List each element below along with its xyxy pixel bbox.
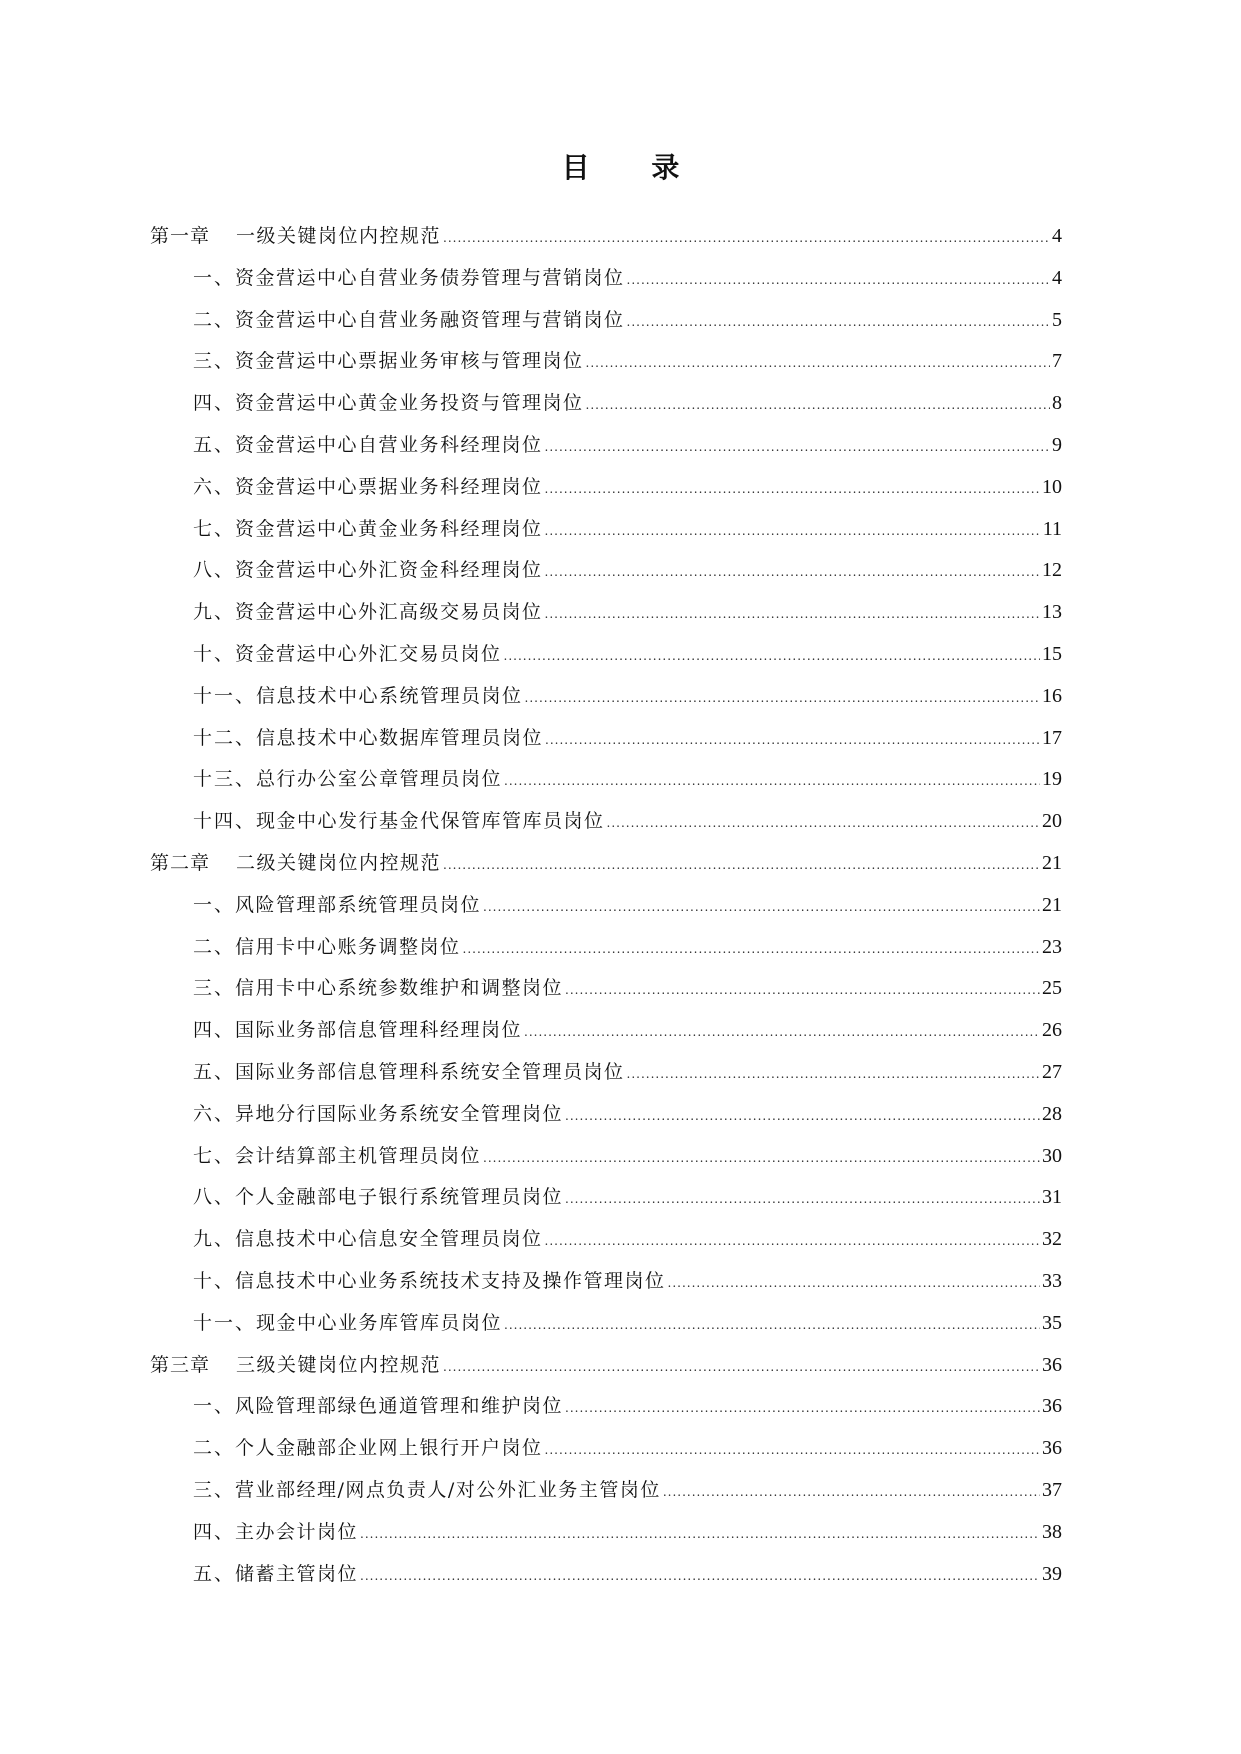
toc-page-number: 20 bbox=[1042, 810, 1062, 833]
toc-section-entry[interactable] bbox=[150, 634, 1062, 676]
toc-entry-label: 现金中心业务库管库员岗位 bbox=[256, 1311, 503, 1334]
toc-page-number: 28 bbox=[1042, 1102, 1062, 1125]
toc-section-entry[interactable] bbox=[150, 509, 1062, 551]
toc-page-number: 23 bbox=[1042, 935, 1062, 958]
toc-entry-label: 信用卡中心账务调整岗位 bbox=[235, 935, 461, 958]
toc-entry-number: 二、 bbox=[193, 935, 236, 958]
toc-entry-label: 国际业务部信息管理科系统安全管理员岗位 bbox=[235, 1060, 625, 1083]
toc-entry-number: 十、 bbox=[193, 642, 236, 665]
toc-entry-label: 资金营运中心自营业务债券管理与营销岗位 bbox=[235, 266, 625, 289]
toc-leader-dots bbox=[565, 1388, 1040, 1430]
toc-leader-dots bbox=[545, 1221, 1040, 1263]
toc-entry-number: 十一、 bbox=[193, 684, 257, 707]
toc-leader-dots bbox=[360, 1514, 1040, 1556]
toc-section-entry[interactable] bbox=[150, 759, 1062, 801]
toc-leader-dots bbox=[443, 1347, 1040, 1389]
toc-leader-dots bbox=[668, 1263, 1040, 1305]
toc-page-number: 38 bbox=[1042, 1520, 1062, 1543]
toc-leader-dots bbox=[565, 1179, 1040, 1221]
toc-section-entry[interactable] bbox=[150, 1428, 1062, 1470]
toc-leader-dots bbox=[504, 636, 1040, 678]
toc-leader-dots bbox=[545, 720, 1040, 762]
toc-leader-dots bbox=[607, 803, 1040, 845]
toc-chapter-entry[interactable] bbox=[150, 1345, 1062, 1387]
toc-page-number: 32 bbox=[1042, 1228, 1062, 1251]
toc-entry-label: 信息技术中心业务系统技术支持及操作管理岗位 bbox=[235, 1269, 666, 1292]
toc-entry-number: 十二、 bbox=[193, 726, 257, 749]
toc-page-number: 26 bbox=[1042, 1019, 1062, 1042]
toc-chapter-entry[interactable] bbox=[150, 216, 1062, 258]
toc-entry-label: 信息技术中心系统管理员岗位 bbox=[256, 684, 523, 707]
toc-section-entry[interactable] bbox=[150, 1094, 1062, 1136]
toc-entry-number: 第三章 bbox=[150, 1353, 211, 1376]
toc-page-number: 21 bbox=[1042, 893, 1062, 916]
toc-section-entry[interactable] bbox=[150, 300, 1062, 342]
toc-entry-number: 七、 bbox=[193, 1144, 236, 1167]
toc-entry-number: 一、 bbox=[193, 893, 236, 916]
toc-leader-dots bbox=[627, 302, 1050, 344]
toc-section-entry[interactable] bbox=[150, 1136, 1062, 1178]
toc-page-number: 4 bbox=[1052, 225, 1062, 247]
toc-section-entry[interactable] bbox=[150, 801, 1062, 843]
toc-entry-number: 四、 bbox=[193, 1019, 236, 1042]
toc-entry-number: 一、 bbox=[193, 1395, 236, 1418]
toc-section-entry[interactable] bbox=[150, 341, 1062, 383]
toc-section-entry[interactable] bbox=[150, 718, 1062, 760]
toc-entry-number: 十一、 bbox=[193, 1311, 257, 1334]
toc-entry-number: 三、 bbox=[193, 1478, 236, 1501]
toc-section-entry[interactable] bbox=[150, 1512, 1062, 1554]
toc-section-entry[interactable] bbox=[150, 425, 1062, 467]
toc-section-entry[interactable] bbox=[150, 968, 1062, 1010]
toc-section-entry[interactable] bbox=[150, 1261, 1062, 1303]
toc-page-number: 15 bbox=[1042, 642, 1062, 665]
toc-entry-number: 十四、 bbox=[193, 810, 257, 833]
toc-leader-dots bbox=[565, 1096, 1040, 1138]
toc-entry-number: 八、 bbox=[193, 559, 236, 582]
toc-entry-number: 第二章 bbox=[150, 851, 211, 874]
toc-entry-label: 二级关键岗位内控规范 bbox=[236, 851, 442, 874]
toc-entry-number: 八、 bbox=[193, 1186, 236, 1209]
toc-entry-number: 四、 bbox=[193, 1520, 236, 1543]
toc-entry-label: 资金营运中心自营业务融资管理与营销岗位 bbox=[235, 308, 625, 331]
toc-section-entry[interactable] bbox=[150, 592, 1062, 634]
toc-section-entry[interactable] bbox=[150, 1470, 1062, 1512]
toc-entry-label: 资金营运中心外汇交易员岗位 bbox=[235, 642, 502, 665]
toc-leader-dots bbox=[545, 511, 1041, 553]
toc-title: 目 录 bbox=[561, 151, 706, 184]
toc-leader-dots bbox=[545, 1430, 1040, 1472]
toc-leader-dots bbox=[586, 385, 1050, 427]
toc-page-number: 27 bbox=[1042, 1060, 1062, 1083]
toc-leader-dots bbox=[565, 970, 1040, 1012]
toc-entry-label: 资金营运中心自营业务科经理岗位 bbox=[235, 433, 543, 456]
toc-entry-label: 资金营运中心外汇高级交易员岗位 bbox=[235, 601, 543, 624]
toc-leader-dots bbox=[586, 343, 1050, 385]
toc-entry-number: 五、 bbox=[193, 433, 236, 456]
toc-page-number: 35 bbox=[1042, 1311, 1062, 1334]
toc-page-number: 11 bbox=[1042, 517, 1062, 540]
toc-page-number: 16 bbox=[1042, 684, 1062, 707]
toc-entry-label: 资金营运中心外汇资金科经理岗位 bbox=[235, 559, 543, 582]
toc-leader-dots bbox=[545, 469, 1040, 511]
table-of-contents bbox=[150, 216, 1062, 1595]
toc-entry-label: 资金营运中心票据业务科经理岗位 bbox=[235, 475, 543, 498]
toc-entry-label: 信用卡中心系统参数维护和调整岗位 bbox=[235, 977, 564, 1000]
toc-entry-label: 信息技术中心数据库管理员岗位 bbox=[256, 726, 544, 749]
toc-page-number: 36 bbox=[1042, 1437, 1062, 1460]
toc-entry-number: 六、 bbox=[193, 1102, 236, 1125]
toc-entry-label: 风险管理部绿色通道管理和维护岗位 bbox=[235, 1395, 564, 1418]
toc-leader-dots bbox=[545, 552, 1040, 594]
toc-leader-dots bbox=[443, 218, 1050, 260]
toc-entry-number: 九、 bbox=[193, 601, 236, 624]
toc-page-number: 7 bbox=[1052, 350, 1062, 373]
toc-entry-label: 三级关键岗位内控规范 bbox=[236, 1353, 442, 1376]
toc-entry-number: 一、 bbox=[193, 266, 236, 289]
toc-leader-dots bbox=[524, 1012, 1040, 1054]
toc-section-entry[interactable] bbox=[150, 885, 1062, 927]
toc-entry-number: 七、 bbox=[193, 517, 236, 540]
toc-page-number: 39 bbox=[1042, 1562, 1062, 1585]
toc-leader-dots bbox=[627, 260, 1050, 302]
toc-entry-number: 五、 bbox=[193, 1562, 236, 1585]
toc-entry-label: 会计结算部主机管理员岗位 bbox=[235, 1144, 482, 1167]
toc-leader-dots bbox=[504, 761, 1040, 803]
toc-page-number: 17 bbox=[1042, 726, 1062, 749]
toc-section-entry[interactable] bbox=[150, 1386, 1062, 1428]
toc-page-number: 25 bbox=[1042, 977, 1062, 1000]
toc-page-number: 36 bbox=[1042, 1395, 1062, 1418]
toc-entry-number: 二、 bbox=[193, 308, 236, 331]
toc-section-entry[interactable] bbox=[150, 676, 1062, 718]
toc-entry-label: 国际业务部信息管理科经理岗位 bbox=[235, 1019, 523, 1042]
toc-page-number: 5 bbox=[1052, 308, 1062, 331]
toc-entry-number: 第一章 bbox=[150, 225, 211, 247]
toc-entry-label: 总行办公室公章管理员岗位 bbox=[256, 768, 503, 791]
toc-entry-label: 现金中心发行基金代保管库管库员岗位 bbox=[256, 810, 605, 833]
toc-page-number: 33 bbox=[1042, 1269, 1062, 1292]
toc-section-entry[interactable] bbox=[150, 1177, 1062, 1219]
toc-section-entry[interactable] bbox=[150, 1052, 1062, 1094]
toc-section-entry[interactable] bbox=[150, 258, 1062, 300]
toc-leader-dots bbox=[504, 1305, 1040, 1347]
toc-leader-dots bbox=[663, 1472, 1040, 1514]
toc-entry-number: 六、 bbox=[193, 475, 236, 498]
toc-entry-label: 个人金融部企业网上银行开户岗位 bbox=[235, 1437, 543, 1460]
toc-entry-number: 十、 bbox=[193, 1269, 236, 1292]
toc-entry-label: 资金营运中心黄金业务投资与管理岗位 bbox=[235, 392, 584, 415]
toc-section-entry[interactable] bbox=[150, 1303, 1062, 1345]
toc-entry-label: 资金营运中心票据业务审核与管理岗位 bbox=[235, 350, 584, 373]
toc-entry-number: 三、 bbox=[193, 977, 236, 1000]
toc-section-entry[interactable] bbox=[150, 1219, 1062, 1261]
toc-page-number: 31 bbox=[1042, 1186, 1062, 1209]
toc-entry-label: 异地分行国际业务系统安全管理岗位 bbox=[235, 1102, 564, 1125]
toc-entry-label: 主办会计岗位 bbox=[235, 1520, 359, 1543]
toc-entry-number: 五、 bbox=[193, 1060, 236, 1083]
toc-page-number: 21 bbox=[1042, 851, 1062, 874]
toc-section-entry[interactable] bbox=[150, 550, 1062, 592]
toc-section-entry[interactable] bbox=[150, 467, 1062, 509]
toc-page-number: 37 bbox=[1042, 1478, 1062, 1501]
toc-leader-dots bbox=[443, 845, 1040, 887]
toc-leader-dots bbox=[360, 1556, 1040, 1598]
toc-leader-dots bbox=[483, 887, 1040, 929]
toc-section-entry[interactable] bbox=[150, 927, 1062, 969]
toc-chapter-entry[interactable] bbox=[150, 843, 1062, 885]
toc-entry-number: 九、 bbox=[193, 1228, 236, 1251]
toc-leader-dots bbox=[545, 427, 1050, 469]
toc-entry-number: 四、 bbox=[193, 392, 236, 415]
toc-entry-label: 储蓄主管岗位 bbox=[235, 1562, 359, 1585]
toc-leader-dots bbox=[545, 594, 1040, 636]
toc-page-number: 4 bbox=[1052, 266, 1062, 289]
toc-page-number: 12 bbox=[1042, 559, 1062, 582]
toc-leader-dots bbox=[627, 1054, 1040, 1096]
toc-page-number: 19 bbox=[1042, 768, 1062, 791]
toc-page-number: 8 bbox=[1052, 392, 1062, 415]
toc-entry-label: 风险管理部系统管理员岗位 bbox=[235, 893, 482, 916]
toc-entry-label: 营业部经理/网点负责人/对公外汇业务主管岗位 bbox=[235, 1478, 661, 1501]
toc-section-entry[interactable] bbox=[150, 383, 1062, 425]
toc-entry-number: 三、 bbox=[193, 350, 236, 373]
toc-entry-number: 十三、 bbox=[193, 768, 257, 791]
toc-page-number: 10 bbox=[1042, 475, 1062, 498]
toc-section-entry[interactable] bbox=[150, 1010, 1062, 1052]
toc-page-number: 30 bbox=[1042, 1144, 1062, 1167]
toc-entry-label: 信息技术中心信息安全管理员岗位 bbox=[235, 1228, 543, 1251]
toc-page-number: 36 bbox=[1042, 1353, 1062, 1376]
toc-entry-label: 个人金融部电子银行系统管理员岗位 bbox=[235, 1186, 564, 1209]
toc-leader-dots bbox=[463, 929, 1040, 971]
toc-page-number: 13 bbox=[1042, 601, 1062, 624]
toc-leader-dots bbox=[483, 1138, 1040, 1180]
toc-entry-label: 资金营运中心黄金业务科经理岗位 bbox=[235, 517, 543, 540]
toc-leader-dots bbox=[525, 678, 1040, 720]
toc-section-entry[interactable] bbox=[150, 1554, 1062, 1596]
toc-entry-label: 一级关键岗位内控规范 bbox=[236, 225, 442, 247]
toc-entry-number: 二、 bbox=[193, 1437, 236, 1460]
toc-page-number: 9 bbox=[1052, 433, 1062, 456]
